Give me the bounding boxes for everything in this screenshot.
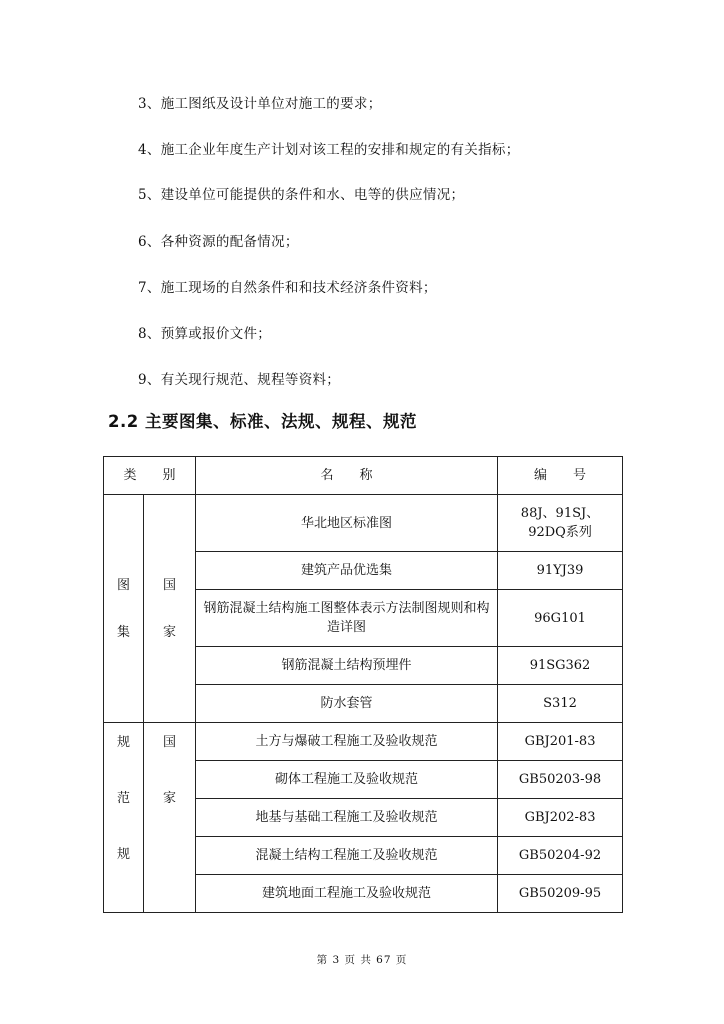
- header-code: 编 号: [498, 457, 623, 495]
- table-header-row: [104, 457, 623, 495]
- standard-name: 华北地区标准图: [196, 495, 498, 552]
- level-cell-national: 国 家: [144, 723, 196, 913]
- table-row: [104, 495, 623, 552]
- standard-name: 建筑产品优选集: [196, 552, 498, 590]
- list-item: 6、各种资源的配备情况；: [138, 234, 299, 250]
- standard-code: S312: [498, 685, 623, 723]
- list-item: 3、施工图纸及设计单位对施工的要求；: [138, 96, 382, 112]
- standard-code: 96G101: [498, 590, 623, 647]
- standard-code: GB50204-92: [498, 837, 623, 875]
- standard-name: 建筑地面工程施工及验收规范: [196, 875, 498, 913]
- standard-name: 钢筋混凝土结构施工图整体表示方法制图规则和构造详图: [196, 590, 498, 647]
- standards-table: [103, 456, 623, 913]
- table-row: [104, 723, 623, 761]
- standard-name: 混凝土结构工程施工及验收规范: [196, 837, 498, 875]
- standard-code: 91YJ39: [498, 552, 623, 590]
- list-item: 9、有关现行规范、规程等资料；: [138, 372, 341, 388]
- standard-name: 砌体工程施工及验收规范: [196, 761, 498, 799]
- level-cell-national: 国 家: [144, 495, 196, 723]
- standard-code: GBJ201-83: [498, 723, 623, 761]
- standard-code: 88J、91SJ、92DQ系列: [498, 495, 623, 552]
- standard-name: 地基与基础工程施工及验收规范: [196, 799, 498, 837]
- type-cell-code: 规 范 规: [104, 723, 144, 913]
- standard-code: GBJ202-83: [498, 799, 623, 837]
- standard-name: 钢筋混凝土结构预埋件: [196, 647, 498, 685]
- type-cell-atlas: 图 集: [104, 495, 144, 723]
- list-item: 4、施工企业年度生产计划对该工程的安排和规定的有关指标；: [138, 142, 520, 158]
- section-title: 2.2 主要图集、标准、法规、规程、规范: [108, 412, 417, 431]
- standard-code: GB50203-98: [498, 761, 623, 799]
- standard-name: 土方与爆破工程施工及验收规范: [196, 723, 498, 761]
- standard-code: GB50209-95: [498, 875, 623, 913]
- header-category: 类 别: [104, 457, 196, 495]
- list-item: 7、施工现场的自然条件和和技术经济条件资料；: [138, 280, 437, 296]
- header-name: 名 称: [196, 457, 498, 495]
- list-item: 8、预算或报价文件；: [138, 326, 272, 342]
- list-item: 5、建设单位可能提供的条件和水、电等的供应情况；: [138, 187, 465, 203]
- standard-name: 防水套管: [196, 685, 498, 723]
- page-number: 第 3 页 共 67 页: [316, 954, 408, 966]
- standard-code: 91SG362: [498, 647, 623, 685]
